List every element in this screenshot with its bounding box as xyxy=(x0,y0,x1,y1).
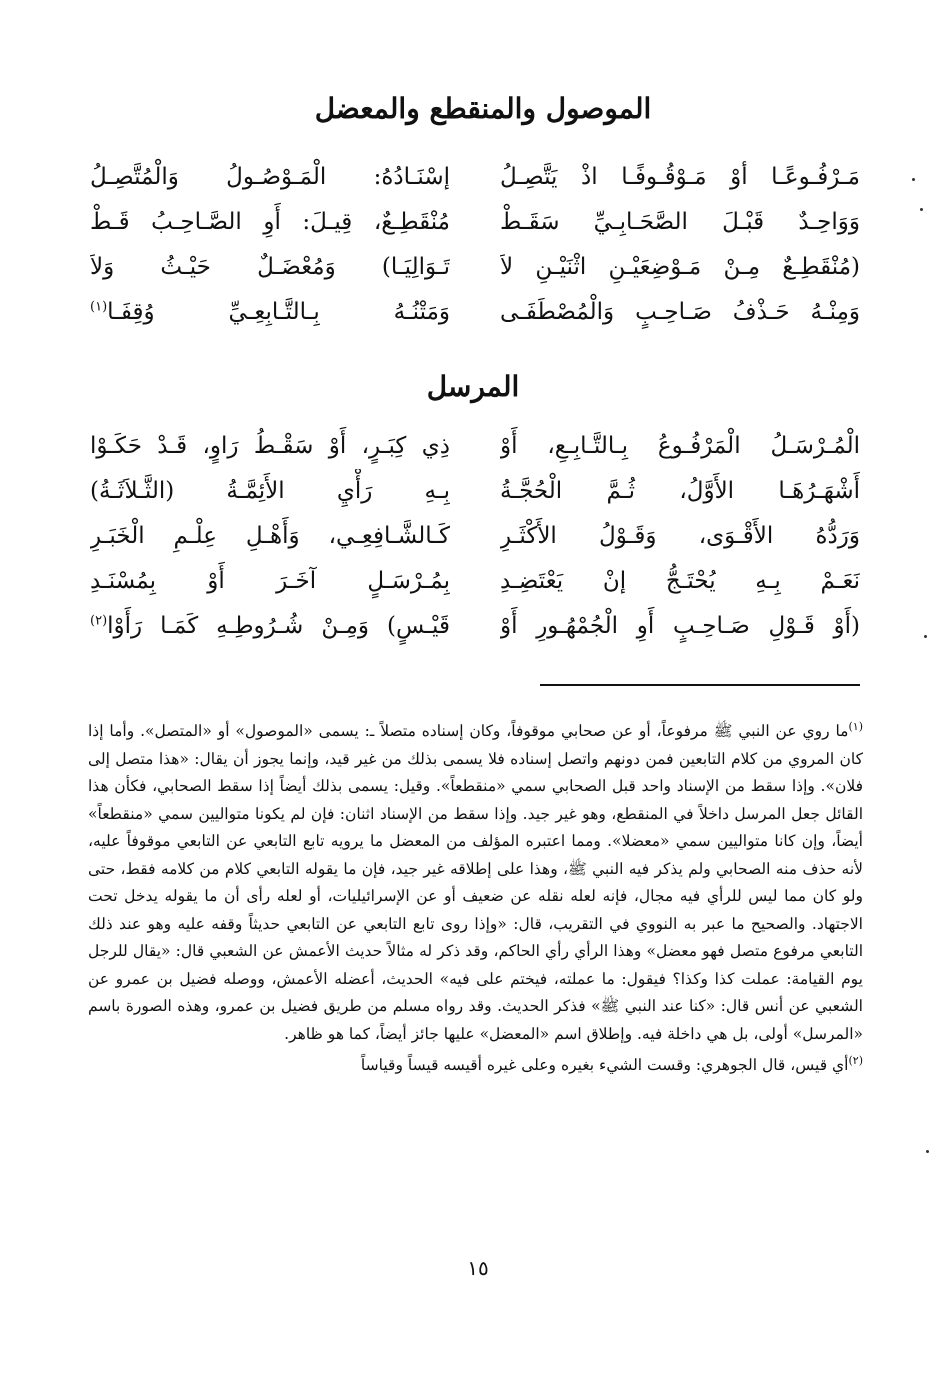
footnote-1 xyxy=(88,718,863,1048)
footnote-text: أي قيس، قال الجوهري: وقست الشيء بغيره وعلى غيره أقيسه قيساً وقياساً xyxy=(360,1056,849,1074)
footnote-number: (١) xyxy=(848,719,863,733)
scan-speck xyxy=(926,1150,929,1153)
footnote-separator xyxy=(540,684,860,686)
verse-left-hemistich: بِمُـرْسَـلٍ آخَـرَ أَوْ بِمُسْنَـدِ xyxy=(90,568,450,594)
page-number: ١٥ xyxy=(467,1256,489,1280)
verse-line xyxy=(90,469,860,514)
verse-line xyxy=(90,245,860,290)
footnote-ref-1: (١) xyxy=(90,299,108,315)
footnote-ref-2: (٢) xyxy=(90,613,108,629)
footnote-text: ما روي عن النبي ﷺ مرفوعاً، أو عن صحابي موقوفاً، وكان إسناده متصلاً ـ: يسمى «الموصول» أو «المتصل». وأما إذا كان المروي من كلام التابعين فمن دونهم واتصل إسناده فلا يسمى بذلك من غير قيد، وإنما يجوز أن يقال: «هذا متصل إلى فلان». وإذا سقط من الإسناد واحد قبل الصحابي سمي «منقطعاً». وقيل: يسمى بذلك أيضاً إذا سقط الصحابي، فكأن هذا القائل جعل المرسل داخلاً في المنقطع، وهو غير جيد. وإذا سقط من الإسناد اثنان: فإن لم يكونا متواليين سمي «منقطعاً» أيضاً، وإن كانا متواليين سمي «معضلا». ومما اعتبره المؤلف من المعضل ما يرويه تابع التابعي عن التابعي موقوفاً عليه، لأنه حذف منه الصحابي ولم يذكر فيه النبي ﷺ، وهذا على إطلاقه غير جيد، فإن ما يقوله التابعي كلام من كلامه فقط، حتى ولو كان مما ليس للرأي فيه مجال، فإنه لعله نقله عن ضعيف أو عن الإسرائيليات، أو لعله رأى أن ما يقوله يدخل تحت الاجتهاد. والصحيح ما عبر به النووي في التقريب، قال: «وإذا روى تابع التابعي عن التابعي حديثاً وقفه عليه وهو عند ذلك التابعي مرفوع متصل فهو معضل» وهذا الرأي رأي الحاكم، وقد ذكر له مثالاً حديث الأعمش عن الشعبي قال: «يقال للرجل يوم القيامة: عملت كذا وكذا؟ فيقول: ما عملته، فيختم على فيه» الحديث، أعضله الأعمش، ووصله فضيل بن عمرو عن الشعبي عن أنس قال: «كنا عند النبي ﷺ» فذكر الحديث. وقد رواه مسلم من طريق فضيل بن عمرو، وهذه الصورة باسم «المرسل» أولى، بل هي داخلة فيه. وإطلاق اسم «المعضل» عليها جائز أيضاً، كما هو ظاهر. xyxy=(88,722,863,1043)
scan-speck xyxy=(912,178,915,181)
verse-right-hemistich: وَرَدُّهُ الأَقْـوَى، وَقَـوْلُ الأَكْثَـرِ xyxy=(500,523,860,549)
verse-left-hemistich: ذِي كِبَـرٍ، أَوْ سَقْـطُ رَاوٍ، قَـدْ حَكَـوْا xyxy=(90,433,450,459)
verse-line xyxy=(90,514,860,559)
verse-line xyxy=(90,559,860,604)
verse-left-text: وَمَتْنُـهُ بِـالتَّـابِعِـيِّ وُقِفَـا xyxy=(107,299,450,325)
scan-speck xyxy=(920,208,923,211)
verse-right-hemistich: (أَوْ قَـوْلِ صَـاحِـبٍ أَوِ الْجُمْهُـورِ أَوْ xyxy=(500,613,860,639)
scan-speck xyxy=(924,635,927,638)
poem-section-1 xyxy=(90,155,860,335)
verse-line xyxy=(90,424,860,469)
verse-right-hemistich: (مُنْقَطِـعٌ مِـنْ مَـوْضِعَيْـنِ اثْنَيْـنِ لاَ xyxy=(500,254,860,280)
verse-left-hemistich xyxy=(90,604,450,649)
section-title-mursal: المرسل xyxy=(426,370,520,403)
verse-right-hemistich: وَمِنْـهُ حَـذْفُ صَـاحِـبٍ وَالْمُصْطَفَـى xyxy=(500,299,860,325)
footnote-number: (٢) xyxy=(848,1053,863,1067)
verse-left-hemistich: إسْنَـادُهُ: الْمَـوْصُـولُ وَالْمُتَّصِـلُ xyxy=(90,164,450,190)
footnotes xyxy=(88,718,863,1084)
verse-left-hemistich: مُنْقَطِـعٌ، قِيـلَ: أَوِ الصَّـاحِـبُ قَـطْ xyxy=(90,209,450,235)
verse-line xyxy=(90,200,860,245)
poem-section-2 xyxy=(90,424,860,649)
verse-left-hemistich: بِـهِ رَأْيِ الأَئِمَّـةُ (الثَّـلاَثَـةُ) xyxy=(90,478,450,504)
verse-left-hemistich: تَـوَالِيَـا) وَمُعْضَـلٌ حَيْـثُ وَلاَ xyxy=(90,254,450,280)
verse-line xyxy=(90,604,860,649)
verse-line xyxy=(90,290,860,335)
verse-left-text: قَيْـسٍ) وَمِـنْ شُـرُوطِـهِ كَمَـا رَأَوْا xyxy=(107,613,450,639)
verse-right-hemistich: أَشْهَـرُهَـا الأَوَّلُ، ثُـمَّ الْحُجَّـةُ xyxy=(500,478,860,504)
section-title-mawsul: الموصول والمنقطع والمعضل xyxy=(314,92,652,125)
verse-right-hemistich: نَعَـمْ بِـهِ يُحْتَـجُّ إنْ يَعْتَضِـدِ xyxy=(500,568,860,594)
verse-right-hemistich: الْمُـرْسَـلُ الْمَرْفُـوعُ بِـالتَّـابِـعِ، أَوْ xyxy=(500,433,860,459)
verse-right-hemistich: وَوَاحِـدٌ قَبْـلَ الصَّحَـابِـيِّ سَقَـطْ xyxy=(500,209,860,235)
verse-left-hemistich: كَـالشَّـافِعِـي، وَأَهْـلِ عِلْـمِ الْخَبَـرِ xyxy=(90,523,450,549)
verse-left-hemistich xyxy=(90,290,450,335)
verse-right-hemistich: مَـرْفُـوعًـا أوْ مَـوْقُـوفًـا اذْ يَتَّصِـلُ xyxy=(500,164,860,190)
footnote-2 xyxy=(88,1052,863,1080)
verse-line xyxy=(90,155,860,200)
